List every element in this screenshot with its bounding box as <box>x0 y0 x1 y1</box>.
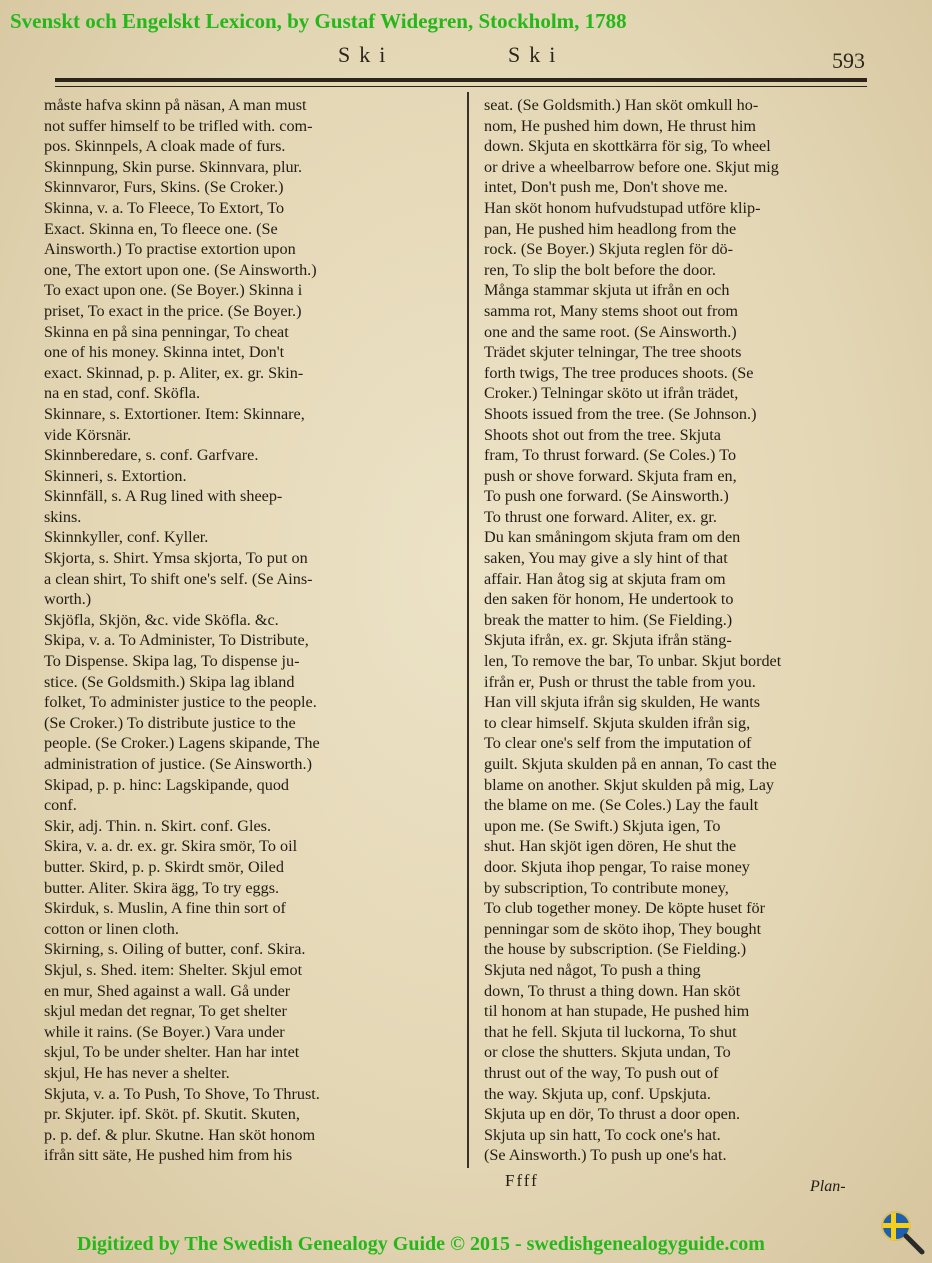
column-divider <box>467 92 469 1168</box>
left-column-line: Skipad, p. p. hinc: Lagskipande, quod <box>44 775 290 794</box>
header-rule-thick <box>55 78 867 82</box>
left-column-line: people. (Se Croker.) Lagens skipande, The <box>44 734 320 753</box>
left-column-line: one, The extort upon one. (Se Ainsworth.) <box>44 260 317 279</box>
right-column-line: ren, To slip the bolt before the door. <box>484 260 716 279</box>
left-column-line: while it rains. (Se Boyer.) Vara under <box>44 1022 285 1041</box>
left-column-line: Skjul, s. Shed. item: Shelter. Skjul emot <box>44 960 303 979</box>
left-column-line: Skinnfäll, s. A Rug lined with sheep- <box>44 487 283 506</box>
right-column-line: (Se Ainsworth.) To push up one's hat. <box>484 1146 727 1165</box>
left-column-line: To Dispense. Skipa lag, To dispense ju- <box>44 652 300 671</box>
right-column-line: saken, You may give a sly hint of that <box>484 549 728 568</box>
right-column-line: to clear himself. Skjuta skulden ifrån sig, <box>484 713 751 732</box>
right-column-line: Shoots shot out from the tree. Skjuta <box>484 425 721 444</box>
left-column-line: administration of justice. (Se Ainsworth.) <box>44 755 312 773</box>
right-column-line: or drive a wheelbarrow before one. Skjut mig <box>484 157 779 176</box>
right-column-line: ifrån er, Push or thrust the table from you. <box>484 672 756 691</box>
right-column-line: den saken för honom, He undertook to <box>484 590 734 609</box>
right-column-line: shut. Han skjöt igen dören, He shut the <box>484 837 737 856</box>
right-column-line: seat. (Se Goldsmith.) Han sköt omkull ho- <box>484 96 759 114</box>
left-column-line: worth.) <box>44 590 92 609</box>
running-head-right: Ski <box>508 42 565 67</box>
right-column-line: forth twigs, The tree produces shoots. (Se <box>484 363 754 382</box>
page-number: 593 <box>832 48 865 73</box>
right-column-line: penningar som de sköto ihop, They bought <box>484 919 762 938</box>
right-column-line: or close the shutters. Skjuta undan, To <box>484 1043 731 1062</box>
left-column-line: To exact upon one. (Se Boyer.) Skinna i <box>44 281 303 300</box>
left-column-line: pos. Skinnpels, A cloak made of furs. <box>44 137 286 156</box>
right-column-line: fram, To thrust forward. (Se Coles.) To <box>484 446 737 465</box>
right-column-line: down. Skjuta en skottkärra för sig, To wheel <box>484 137 771 156</box>
left-column-line: Skjorta, s. Shirt. Ymsa skjorta, To put on <box>44 549 308 568</box>
right-column-line: upon me. (Se Swift.) Skjuta igen, To <box>484 816 721 835</box>
right-column-line: To club together money. De köpte huset för <box>484 899 766 918</box>
left-column <box>44 95 441 1166</box>
left-column-line: (Se Croker.) To distribute justice to the <box>44 713 296 732</box>
left-column-line: butter. Aliter. Skira ägg, To try eggs. <box>44 878 280 897</box>
left-column-line: Skinnare, s. Extortioner. Item: Skinnare, <box>44 404 305 423</box>
right-column-line: Shoots issued from the tree. (Se Johnson.) <box>484 404 757 423</box>
running-head-left: Ski <box>338 42 395 67</box>
right-column-line: break the matter to him. (Se Fielding.) <box>484 610 733 629</box>
right-column-line: Skjuta ifrån, ex. gr. Skjuta ifrån stäng- <box>484 631 732 650</box>
right-column <box>484 95 868 1166</box>
left-column-line: Exact. Skinna en, To fleece one. (Se <box>44 219 278 238</box>
left-column-line: skjul, To be under shelter. Han har intet <box>44 1043 300 1062</box>
right-column-line: door. Skjuta ihop pengar, To raise money <box>484 857 750 876</box>
left-column-line: vide Körsnär. <box>44 425 132 444</box>
left-column-line: a clean shirt, To shift one's self. (Se Ains- <box>44 569 313 588</box>
header-rule-thin <box>55 86 867 87</box>
left-column-line: stice. (Se Goldsmith.) Skipa lag ibland <box>44 672 295 691</box>
right-column-line: samma rot, Many stems shoot out from <box>484 301 739 320</box>
right-column-line: Trädet skjuter telningar, The tree shoots <box>484 343 742 362</box>
left-column-line: p. p. def. & plur. Skutne. Han sköt honom <box>44 1125 316 1144</box>
right-column-line: Skjuta up en dör, To thrust a door open. <box>484 1105 740 1124</box>
left-column-line: na en stad, conf. Sköfla. <box>44 384 200 403</box>
right-column-line: Croker.) Telningar sköto ut ifrån trädet, <box>484 384 739 403</box>
left-column-line: not suffer himself to be trifled with. com- <box>44 116 313 135</box>
right-column-line: Skjuta up sin hatt, To cock one's hat. <box>484 1125 721 1144</box>
swedish-flag-magnifier-icon <box>878 1208 928 1258</box>
right-column-line: len, To remove the bar, To unbar. Skjut bordet <box>484 652 782 671</box>
right-column-line: Många stammar skjuta ut ifrån en och <box>484 281 730 300</box>
right-column-line: To thrust one forward. Aliter, ex. gr. <box>484 507 717 526</box>
right-column-line: To push one forward. (Se Ainsworth.) <box>484 487 729 506</box>
left-column-line: Skinna, v. a. To Fleece, To Extort, To <box>44 198 285 217</box>
right-column-line: that he fell. Skjuta til luckorna, To shut <box>484 1022 737 1041</box>
left-column-line: skins. <box>44 507 82 526</box>
right-column-line: the way. Skjuta up, conf. Upskjuta. <box>484 1084 711 1103</box>
left-column-line: Skjöfla, Skjön, &c. vide Sköfla. &c. <box>44 610 279 629</box>
left-column-line: Skinnvaror, Furs, Skins. (Se Croker.) <box>44 178 284 197</box>
left-column-line: exact. Skinnad, p. p. Aliter, ex. gr. Skin- <box>44 363 304 382</box>
right-column-line: one and the same root. (Se Ainsworth.) <box>484 322 737 341</box>
left-column-line: Skinneri, s. Extortion. <box>44 466 187 485</box>
left-column-line: Skira, v. a. dr. ex. gr. Skira smör, To oil <box>44 837 298 856</box>
left-column-line: Skjuta, v. a. To Push, To Shove, To Thrust. <box>44 1084 320 1103</box>
left-column-line: ifrån sitt säte, He pushed him from his <box>44 1146 293 1165</box>
right-column-line: down, To thrust a thing down. Han sköt <box>484 981 741 1000</box>
left-column-line: skjul medan det regnar, To get shelter <box>44 1002 287 1021</box>
left-column-line: one of his money. Skinna intet, Don't <box>44 343 285 362</box>
left-column-line: pr. Skjuter. ipf. Sköt. pf. Skutit. Skuten, <box>44 1105 300 1124</box>
left-column-line: Skinnkyller, conf. Kyller. <box>44 528 209 547</box>
right-column-line: affair. Han åtog sig at skjuta fram om <box>484 569 726 588</box>
right-column-line: Han vill skjuta ifrån sig skulden, He wants <box>484 693 761 712</box>
right-column-line: thrust out of the way, To push out of <box>484 1063 719 1082</box>
left-column-line: conf. <box>44 796 77 815</box>
right-column-line: by subscription, To contribute money, <box>484 878 729 897</box>
right-column-line: the blame on me. (Se Coles.) Lay the fault <box>484 796 759 815</box>
signature-mark: Ffff <box>505 1171 539 1190</box>
right-column-line: Skjuta ned något, To push a thing <box>484 960 701 979</box>
right-column-line: pan, He pushed him headlong from the <box>484 219 737 238</box>
left-column-line: Ainsworth.) To practise extortion upon <box>44 240 296 259</box>
left-column-line: Skinnpung, Skin purse. Skinnvara, plur. <box>44 157 303 176</box>
right-column-line: push or shove forward. Skjuta fram en, <box>484 466 737 485</box>
left-column-line: cotton or linen cloth. <box>44 919 179 938</box>
left-column-line: butter. Skird, p. p. Skirdt smör, Oiled <box>44 857 284 876</box>
catchword: Plan- <box>810 1178 846 1195</box>
digitization-footer: Digitized by The Swedish Genealogy Guide © 2015 - swedishgenealogyguide.com <box>77 1233 765 1255</box>
right-column-line: the house by subscription. (Se Fielding.) <box>484 940 747 959</box>
right-column-line: Han sköt honom hufvudstupad utföre klip- <box>484 198 761 217</box>
left-column-line: priset, To exact in the price. (Se Boyer.) <box>44 301 302 320</box>
left-column-line: Skipa, v. a. To Administer, To Distribute, <box>44 631 309 650</box>
left-column-line: Skirduk, s. Muslin, A fine thin sort of <box>44 899 286 918</box>
left-column-line: Skir, adj. Thin. n. Skirt. conf. Gles. <box>44 816 272 835</box>
left-column-line: måste hafva skinn på näsan, A man must <box>44 96 307 114</box>
right-column-line: nom, He pushed him down, He thrust him <box>484 116 757 135</box>
left-column-line: Skinna en på sina penningar, To cheat <box>44 322 289 341</box>
right-column-line: guilt. Skjuta skulden på en annan, To cast the <box>484 755 777 773</box>
digitization-banner: Svenskt och Engelskt Lexicon, by Gustaf Widegren, Stockholm, 1788 <box>10 9 627 33</box>
right-column-line: blame on another. Skjut skulden på mig, Lay <box>484 775 774 794</box>
left-column-line: skjul, He has never a shelter. <box>44 1063 230 1082</box>
right-column-line: til honom at han stupade, He pushed him <box>484 1002 750 1021</box>
right-column-line: intet, Don't push me, Don't shove me. <box>484 178 728 197</box>
left-column-line: Skirning, s. Oiling of butter, conf. Skira. <box>44 940 306 959</box>
left-column-line: Skinnberedare, s. conf. Garfvare. <box>44 446 259 465</box>
left-column-line: folket, To administer justice to the people. <box>44 693 317 712</box>
left-column-line: en mur, Shed against a wall. Gå under <box>44 981 291 1000</box>
right-column-line: To clear one's self from the imputation of <box>484 734 752 753</box>
right-column-line: rock. (Se Boyer.) Skjuta reglen för dö- <box>484 240 734 259</box>
right-column-line: Du kan småningom skjuta fram om den <box>484 528 741 547</box>
